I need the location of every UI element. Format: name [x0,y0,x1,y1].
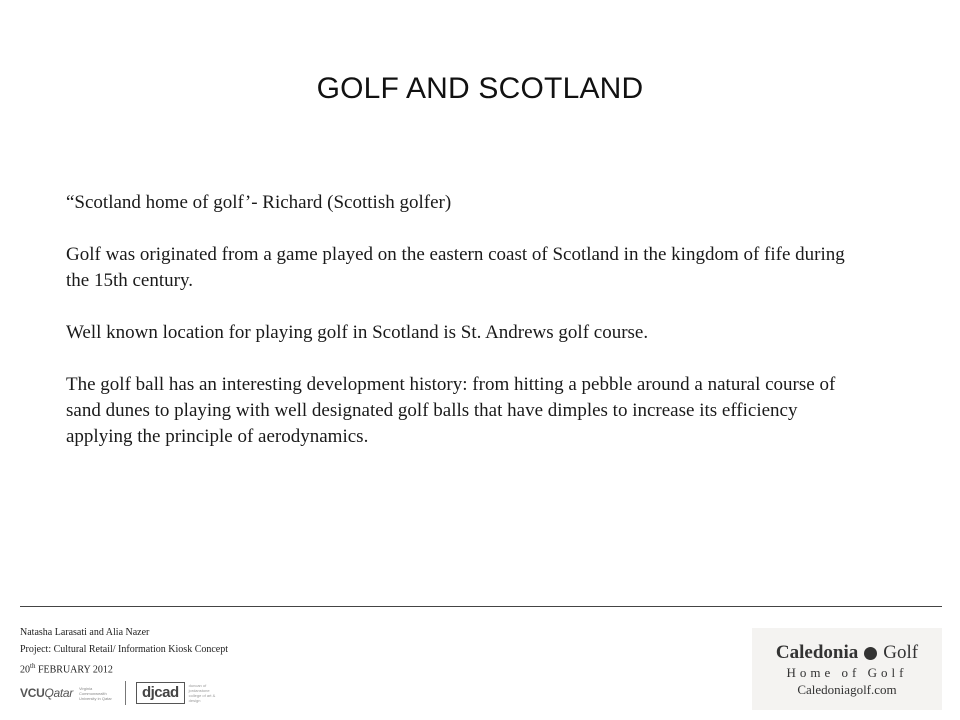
slide-title: GOLF AND SCOTLAND [316,72,644,105]
brand-name: Caledonia [775,642,859,663]
authors-text: Natasha Larasati and Alia Nazer [20,627,150,638]
vcuq-wordmark [20,686,73,700]
date-text [20,658,228,678]
date-day: 20 [20,664,30,676]
djcad-wordmark: djcad [136,682,185,704]
golf-ball-icon [864,647,877,660]
quote-paragraph: “Scotland home of golf’- Richard (Scottish golfer) [66,192,452,213]
caledonia-golf-logo [752,628,942,710]
djcad-logo [136,682,223,704]
footer-divider [20,606,942,607]
brand-wordmark [752,642,942,664]
brand-url: Caledoniagolf.com [797,682,897,697]
vcuq-main-text: VCU [20,686,45,700]
vcuq-subtitle: Virginia Commonwealth University in Qatar [78,685,112,701]
footer-logos [20,680,223,706]
vcuq-logo [20,686,115,701]
footer-credits [20,624,228,678]
origin-paragraph: Golf was originated from a game played on the eastern coast of Scotland in the kingdom of fife during the 15th century. [66,244,845,291]
date-suffix: th [30,662,36,670]
project-text: Project: Cultural Retail/ Information Kiosk Concept [20,644,229,655]
djcad-subtitle: duncan of jordanstone college of art & design [188,683,216,703]
brand-word: Golf [883,642,919,663]
slide-body [66,190,866,476]
logo-separator [125,681,126,705]
brand-tagline: Home of Golf [786,665,908,680]
location-paragraph: Well known location for playing golf in Scotland is St. Andrews golf course. [66,322,649,343]
vcuq-accent-text: Qatar [44,686,73,700]
date-rest: FEBRUARY 2012 [35,664,113,676]
golf-ball-paragraph: The golf ball has an interesting development history: from hitting a pebble around a natural course of sand dunes to playing with well designated golf balls that have dimples to increase its efficiency applying the principle of aerodynamics. [66,374,836,447]
